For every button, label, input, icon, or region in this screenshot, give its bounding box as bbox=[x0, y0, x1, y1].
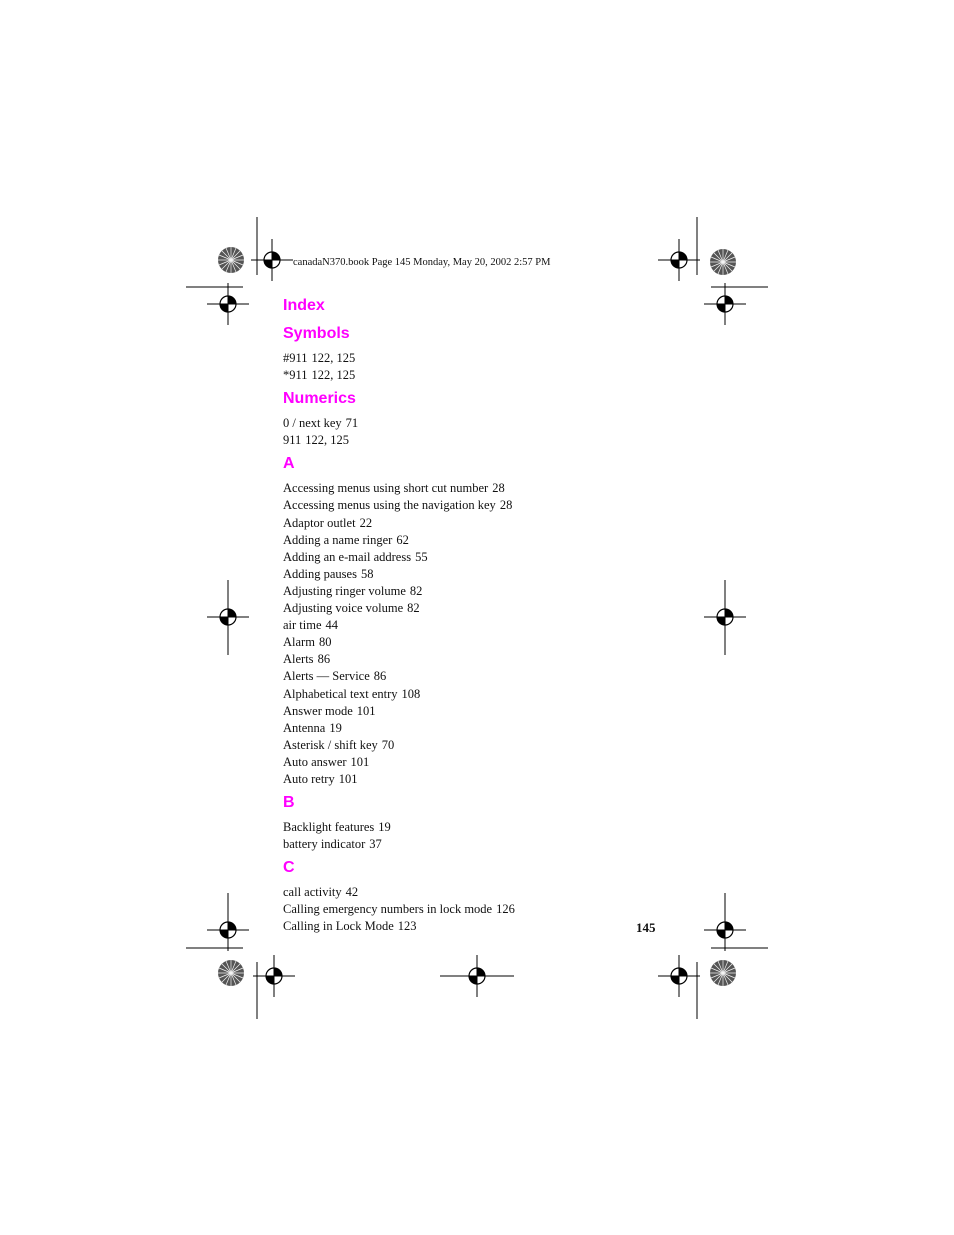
index-content bbox=[283, 296, 643, 941]
entry-pages: 101 bbox=[338, 771, 358, 786]
entry-pages: 62 bbox=[396, 532, 409, 547]
index-entry bbox=[283, 367, 643, 384]
index-entry bbox=[283, 901, 643, 918]
entry-pages: 86 bbox=[317, 652, 331, 667]
entry-pages: 86 bbox=[373, 669, 387, 684]
entry-term: Calling in Lock Mode bbox=[283, 919, 394, 934]
entry-term: *911 bbox=[283, 368, 308, 383]
entry-term: call activity bbox=[283, 885, 342, 900]
index-entry bbox=[283, 918, 643, 935]
entry-pages: 80 bbox=[318, 635, 332, 650]
entry-term: Backlight features bbox=[283, 820, 375, 835]
entry-term: Adjusting ringer volume bbox=[283, 583, 406, 598]
index-entry bbox=[283, 836, 643, 853]
index-entry bbox=[283, 350, 643, 367]
entry-term: Auto answer bbox=[283, 754, 347, 769]
entry-pages: 122, 125 bbox=[305, 433, 350, 448]
entry-pages: 42 bbox=[345, 885, 359, 900]
index-entry bbox=[283, 634, 643, 651]
entry-pages: 122, 125 bbox=[311, 351, 356, 365]
index-entry bbox=[283, 583, 643, 600]
star-target-icon bbox=[710, 249, 736, 275]
registration-mark-icon bbox=[704, 283, 746, 325]
entry-pages: 101 bbox=[350, 754, 370, 769]
entry-pages: 28 bbox=[499, 498, 513, 513]
entry-term: Answer mode bbox=[283, 703, 353, 718]
entry-pages: 19 bbox=[378, 820, 391, 835]
index-entry bbox=[283, 819, 643, 836]
entry-term: Alphabetical text entry bbox=[283, 686, 398, 701]
entry-term: Adding a name ringer bbox=[283, 532, 393, 547]
entry-term: Alerts bbox=[283, 652, 314, 667]
entry-term: Adding an e-mail address bbox=[283, 549, 412, 564]
registration-mark-icon bbox=[704, 909, 746, 951]
index-entry bbox=[283, 480, 643, 497]
index-entry bbox=[283, 720, 643, 737]
entry-pages: 71 bbox=[345, 416, 359, 431]
star-target-icon bbox=[710, 960, 736, 986]
entry-term: Alerts — Service bbox=[283, 669, 370, 684]
entry-pages: 55 bbox=[415, 549, 428, 564]
index-section bbox=[283, 296, 643, 316]
index-entry bbox=[283, 754, 643, 771]
entry-term: Adding pauses bbox=[283, 566, 357, 581]
index-entry bbox=[283, 771, 643, 788]
entry-pages: 101 bbox=[356, 703, 376, 718]
section-symbols bbox=[283, 324, 643, 384]
index-entry bbox=[283, 703, 643, 720]
index-title: Index bbox=[283, 297, 325, 314]
entry-pages: 70 bbox=[381, 737, 395, 752]
index-entry bbox=[283, 566, 643, 583]
star-target-icon bbox=[218, 960, 244, 986]
entry-pages: 123 bbox=[397, 919, 417, 934]
entry-term: Alarm bbox=[283, 635, 315, 650]
index-entry bbox=[283, 549, 643, 566]
entry-pages: 58 bbox=[360, 566, 374, 581]
registration-mark-icon bbox=[207, 909, 249, 951]
section-c bbox=[283, 858, 643, 935]
index-entry bbox=[283, 668, 643, 685]
entry-term: Accessing menus using the navigation key bbox=[283, 498, 496, 513]
entry-pages: 122, 125 bbox=[311, 368, 356, 383]
entry-term: Antenna bbox=[283, 720, 326, 735]
entry-pages: 37 bbox=[369, 837, 382, 852]
entry-pages: 44 bbox=[325, 618, 339, 633]
index-entry bbox=[283, 600, 643, 617]
entry-pages: 108 bbox=[401, 686, 421, 701]
index-entry bbox=[283, 515, 643, 532]
entry-term: 0 / next key bbox=[283, 416, 342, 431]
index-entry bbox=[283, 737, 643, 754]
index-entry bbox=[283, 617, 643, 634]
entry-pages: 22 bbox=[359, 515, 373, 530]
entry-pages: 82 bbox=[409, 583, 423, 598]
index-entry bbox=[283, 497, 643, 514]
section-b bbox=[283, 793, 643, 853]
section-heading: B bbox=[283, 794, 295, 812]
index-entry bbox=[283, 532, 643, 549]
entry-pages: 19 bbox=[329, 720, 342, 735]
entry-term: Asterisk / shift key bbox=[283, 737, 378, 752]
entry-term: Adaptor outlet bbox=[283, 515, 356, 530]
print-slug: canadaN370.book Page 145 Monday, May 20, 2002 2:57 PM bbox=[293, 257, 551, 268]
section-numerics bbox=[283, 389, 643, 449]
entry-term: Adjusting voice volume bbox=[283, 601, 404, 616]
index-entry bbox=[283, 686, 643, 703]
entry-term: air time bbox=[283, 618, 322, 633]
entry-term: battery indicator bbox=[283, 837, 366, 852]
registration-mark-icon bbox=[658, 239, 700, 281]
entry-pages: 28 bbox=[492, 481, 505, 496]
index-entry bbox=[283, 884, 643, 901]
entry-term: Calling emergency numbers in lock mode bbox=[283, 902, 493, 917]
index-entry bbox=[283, 651, 643, 668]
entry-term: 911 bbox=[283, 433, 302, 448]
index-entry bbox=[283, 432, 643, 449]
entry-pages: 82 bbox=[407, 601, 420, 616]
entry-term: #911 bbox=[283, 351, 308, 365]
entry-term: Auto retry bbox=[283, 771, 335, 786]
entry-term: Accessing menus using short cut number bbox=[283, 481, 489, 496]
registration-mark-icon bbox=[658, 955, 700, 997]
star-target-icon bbox=[218, 247, 244, 273]
registration-mark-icon bbox=[207, 283, 249, 325]
section-a bbox=[283, 454, 643, 788]
section-heading: A bbox=[283, 455, 295, 473]
page-number: 145 bbox=[636, 920, 656, 935]
registration-mark-icon bbox=[253, 955, 295, 997]
section-heading: Symbols bbox=[283, 325, 350, 342]
section-heading: C bbox=[283, 859, 295, 877]
section-heading: Numerics bbox=[283, 390, 356, 408]
index-entry bbox=[283, 415, 643, 432]
entry-pages: 126 bbox=[496, 902, 515, 917]
